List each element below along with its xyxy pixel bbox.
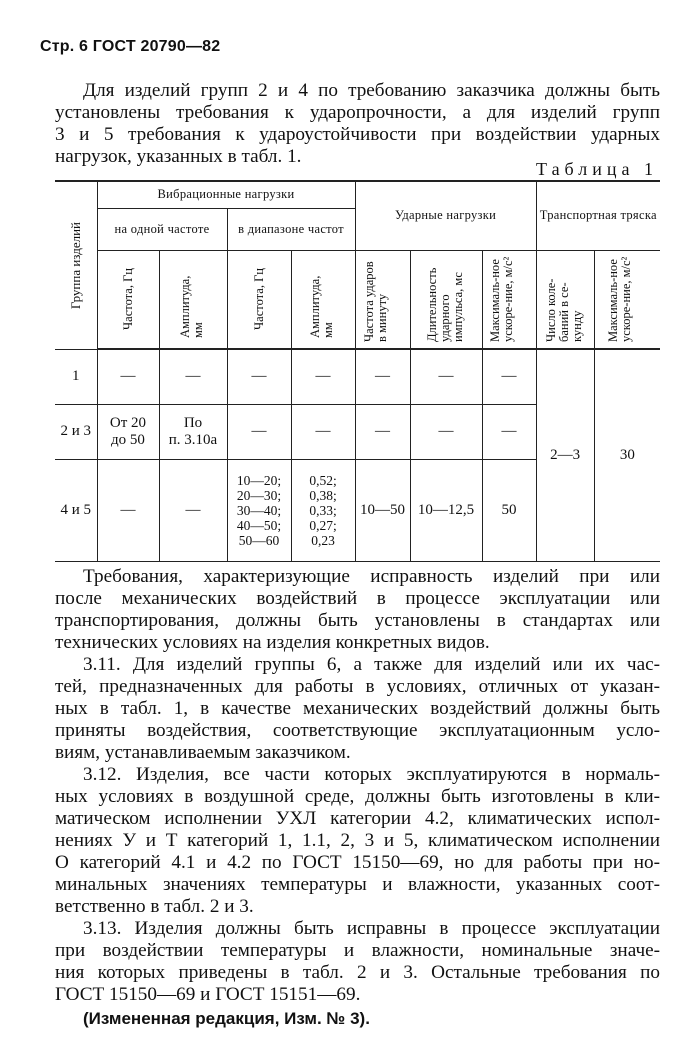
intro-line: 3 и 5 требования к удароустойчивости при воздействии ударных	[55, 124, 660, 145]
requirements-paragraph: Требования, характеризующие исправность изделий при или после механических воздействий в процессе эксплуатации или транспортирования, должны быть установлены в стандартах или технических условиях на изделия конкретных видов.	[55, 566, 660, 653]
col-shock-accel: Максималь-ное ускоре-ние, м/с²	[482, 250, 536, 349]
col-ampl-mm-2: Амплитуда, мм	[291, 250, 355, 349]
vib-range-header: в диапазоне частот	[227, 208, 355, 250]
intro-paragraph	[55, 80, 660, 168]
section-3-12: 3.12. Изделия, все части которых эксплуатируются в нормаль- ных условиях в воздушной среде, должны быть изготовлены в кли- матическом исполнении УХЛ категории 4.2, климатических испол- нениях У и Т категорий 1, 1.1, 2, 3 и 5, климатическом исполнении О категорий 4.1 и 4.2 по ГОСТ 15150—69, но для работы при но- минальных значениях температуры и влажности, указанных соот- ветственно в табл. 2 и 3.	[55, 764, 660, 917]
table-row: 1 — — — — — — — 2—3 30	[55, 349, 660, 404]
intro-line: Для изделий групп 2 и 4 по требованию заказчика должны быть	[83, 80, 660, 101]
col-transport-accel: Максималь-ное ускоре-ние, м/с²	[594, 250, 660, 349]
table-1	[55, 180, 660, 562]
shock-header: Ударные нагрузки	[355, 181, 536, 250]
transport-header: Транспортная тряска	[536, 181, 660, 250]
transport-count-value: 2—3	[536, 349, 594, 561]
vib-single-header: на одной частоте	[97, 208, 227, 250]
intro-line: установлены требования к ударопрочности, а для изделий групп	[55, 102, 660, 123]
intro-line: нагрузок, указанных в табл. 1.	[55, 146, 302, 167]
section-3-11: 3.11. Для изделий группы 6, а также для изделий или их час- тей, предназначенных для работы в условиях, отличных от указан- ных в табл. 1, в качестве механических воздействий должны быть приняты воздействия, соответствующие эксплуатационным усло- виям, устанавливаемым заказчиком.	[55, 654, 660, 763]
section-3-13: 3.13. Изделия должны быть исправны в процессе эксплуатации при воздействии температуры и влажности, номинальные значе- ния которых приведены в табл. 2 и 3. Остальные требования по ГОСТ 15150—69 и ГОСТ 15151—69.	[55, 918, 660, 1005]
col-transport-count: Число коле-баний в се-кунду	[536, 250, 594, 349]
transport-accel-value: 30	[594, 349, 660, 561]
amendment-note: (Измененная редакция, Изм. № 3).	[83, 1009, 370, 1028]
col-freq-hz: Частота, Гц	[97, 250, 159, 349]
vibration-header: Вибрационные нагрузки	[97, 181, 355, 208]
table-caption: Таблица 1	[536, 159, 658, 179]
page-header: Стр. 6 ГОСТ 20790—82	[40, 38, 221, 55]
table-row: 2 и 3 От 20 до 50 По п. 3.10а — — — — —	[55, 404, 660, 459]
group-column-header: Группа изделий	[55, 181, 97, 349]
col-shock-duration: Длительность ударного импульса, мс	[410, 250, 482, 349]
col-freq-hz-2: Частота, Гц	[227, 250, 291, 349]
table-row: 4 и 5 — — 10—20; 20—30; 30—40; 40—50; 50—60 0,52; 0,38; 0,33; 0,27; 0,23 10—50 10—12,5 50	[55, 459, 660, 561]
col-shock-rate: Частота ударов в минуту	[355, 250, 410, 349]
col-ampl-mm: Амплитуда, мм	[159, 250, 227, 349]
